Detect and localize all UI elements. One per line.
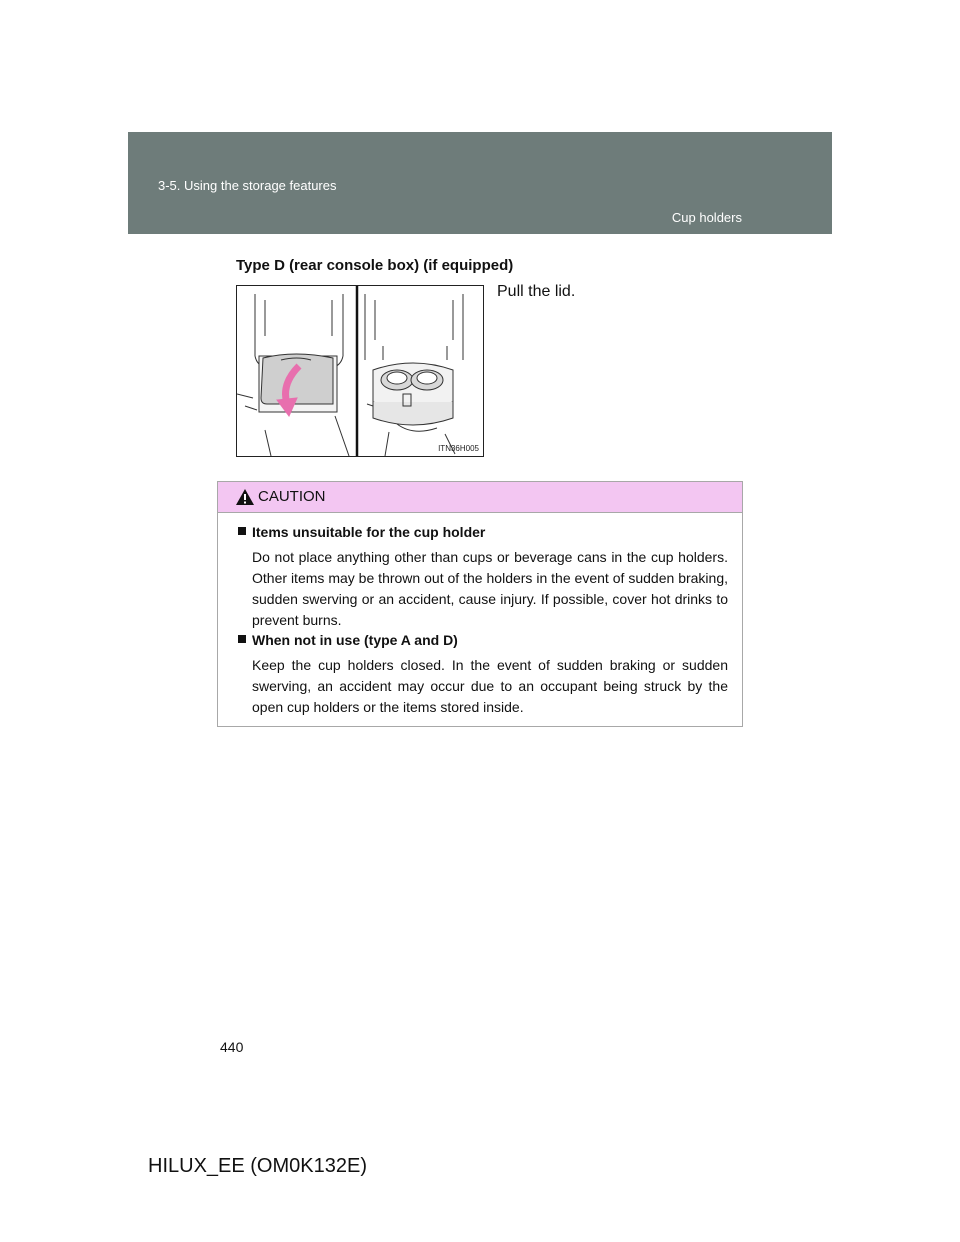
caution-item-heading-text: When not in use (type A and D) xyxy=(252,632,458,648)
caution-item xyxy=(218,524,742,631)
caution-box xyxy=(217,481,743,727)
square-bullet-icon xyxy=(238,527,246,535)
caution-item-heading xyxy=(236,524,742,540)
warning-triangle-icon xyxy=(235,488,255,506)
caution-title: CAUTION xyxy=(258,488,326,505)
caution-item-body: Do not place anything other than cups or beverage cans in the cup holders. Other items may be thrown out of the holders in the event of sudden braking, sudden swerving or an accident, cause injury. If possible, cover hot drinks to prevent burns. xyxy=(252,549,728,628)
square-bullet-icon xyxy=(238,635,246,643)
open-cup-holder-panel xyxy=(365,294,463,456)
caution-item-body: Keep the cup holders closed. In the event of sudden braking or sudden swerving, an accident may occur due to an occupant being struck by the open cup holders or the items stored inside. xyxy=(252,657,728,715)
caution-item xyxy=(218,632,742,718)
section-title: 3-5. Using the storage features xyxy=(158,178,337,193)
caution-header xyxy=(218,482,742,513)
figure-code: ITN36H005 xyxy=(438,444,479,453)
page-header xyxy=(128,132,832,234)
closed-lid-panel xyxy=(237,294,349,456)
page-number: 440 xyxy=(220,1039,244,1055)
caution-item-heading xyxy=(236,632,742,648)
subheading: Type D (rear console box) (if equipped) xyxy=(236,257,514,274)
caution-item-heading-text: Items unsuitable for the cup holder xyxy=(252,524,486,540)
illustration-drawing xyxy=(237,286,483,456)
model-code: HILUX_EE (OM0K132E) xyxy=(148,1155,367,1177)
console-box-illustration xyxy=(236,285,484,457)
instruction-text: Pull the lid. xyxy=(497,283,576,300)
chapter-title: Cup holders xyxy=(671,210,742,225)
